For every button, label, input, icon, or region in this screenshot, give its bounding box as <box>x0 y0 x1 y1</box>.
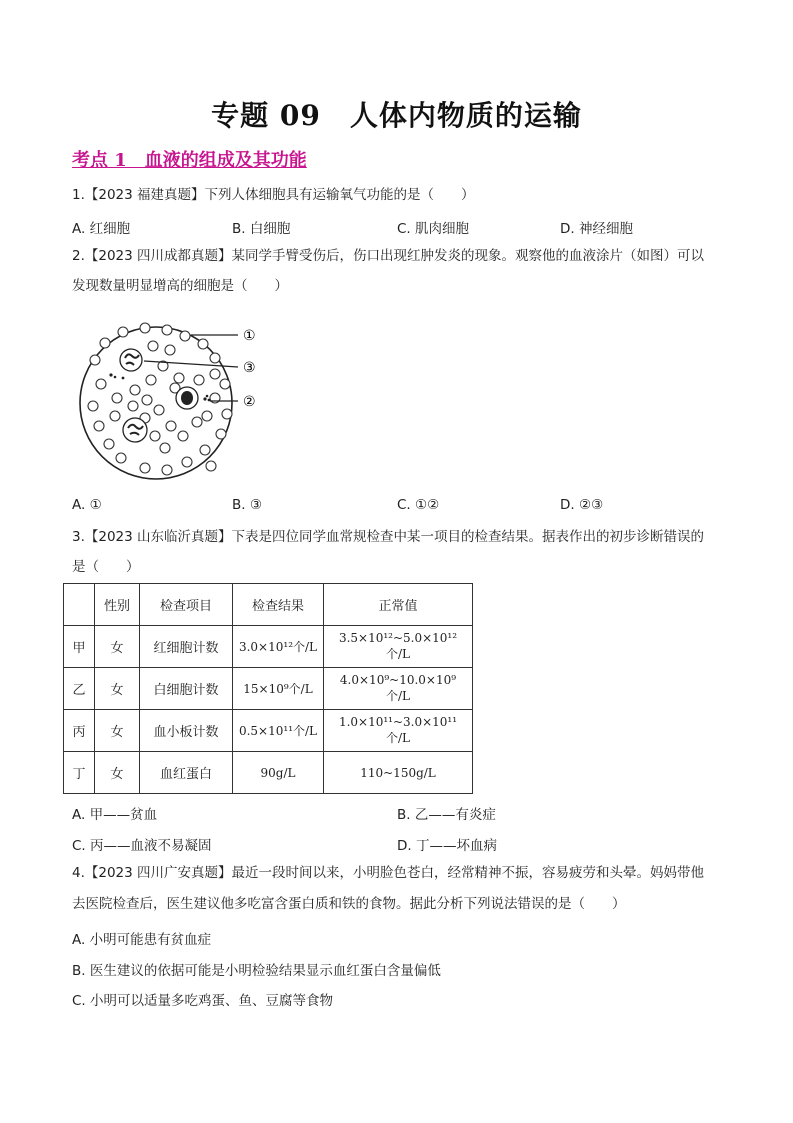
table-cell: 女 <box>95 626 140 668</box>
section-heading: 考点 1 血液的组成及其功能 <box>72 150 307 171</box>
question-4-line-1: 4.【2023 四川广安真题】最近一段时间以来，小明脸色苍白，经常精神不振，容易疲劳和头晕。妈妈带他 <box>72 865 705 881</box>
table-header-cell: 检查项目 <box>140 584 233 626</box>
red-blood-cell-icon <box>178 431 188 441</box>
red-blood-cell-icon <box>165 345 175 355</box>
table-cell: 血红蛋白 <box>140 752 233 794</box>
option-c: C. 小明可以适量多吃鸡蛋、鱼、豆腐等食物 <box>72 993 334 1009</box>
table-cell: 血小板计数 <box>140 710 233 752</box>
question-1-options <box>72 217 724 239</box>
table-cell: 110~150g/L <box>324 752 473 794</box>
table-cell: 女 <box>95 752 140 794</box>
question-1-text: 1.【2023 福建真题】下列人体细胞具有运输氧气功能的是（ ） <box>72 187 475 203</box>
figure-label-1: ① <box>243 328 256 344</box>
question-3-line-1: 3.【2023 山东临沂真题】下表是四位同学血常规检查中某一项目的检查结果。据表作出的初步诊断错误的 <box>72 529 705 545</box>
table-cell: 白细胞计数 <box>140 668 233 710</box>
table-header-cell: 检查结果 <box>233 584 324 626</box>
option-c: C. 肌肉细胞 <box>397 221 470 237</box>
option-c: C. 丙——血液不易凝固 <box>72 838 212 854</box>
table-cell: 1.0×10¹¹~3.0×10¹¹个/L <box>324 710 473 752</box>
red-blood-cell-icon <box>148 341 158 351</box>
red-blood-cell-icon <box>116 453 126 463</box>
table-cell: 4.0×10⁹~10.0×10⁹个/L <box>324 668 473 710</box>
red-blood-cell-icon <box>94 421 104 431</box>
option-d: D. 神经细胞 <box>560 221 633 237</box>
red-blood-cell-icon <box>140 463 150 473</box>
table-cell: 90g/L <box>233 752 324 794</box>
blood-smear-figure <box>75 318 275 488</box>
red-blood-cell-icon <box>112 393 122 403</box>
table-cell: 3.0×10¹²个/L <box>233 626 324 668</box>
option-d: D. ②③ <box>560 497 604 513</box>
option-a: A. 红细胞 <box>72 221 131 237</box>
table-cell: 甲 <box>64 626 95 668</box>
red-blood-cell-icon <box>206 461 216 471</box>
red-blood-cell-icon <box>142 395 152 405</box>
table-cell: 丁 <box>64 752 95 794</box>
table-cell: 15×10⁹个/L <box>233 668 324 710</box>
red-blood-cell-icon <box>88 401 98 411</box>
red-blood-cell-icon <box>96 379 106 389</box>
table-row <box>64 710 473 752</box>
blood-test-table <box>63 583 473 794</box>
red-blood-cell-icon <box>140 323 150 333</box>
question-4-line-2: 去医院检查后，医生建议他多吃富含蛋白质和铁的食物。据此分析下列说法错误的是（ ） <box>72 896 626 912</box>
white-blood-cell-icon <box>123 418 147 442</box>
option-b: B. 医生建议的依据可能是小明检验结果显示血红蛋白含量偏低 <box>72 963 441 979</box>
table-header-cell: 性别 <box>95 584 140 626</box>
table-header-cell: 正常值 <box>324 584 473 626</box>
red-blood-cell-icon <box>210 353 220 363</box>
red-blood-cell-icon <box>90 355 100 365</box>
table-cell: 0.5×10¹¹个/L <box>233 710 324 752</box>
red-blood-cell-icon <box>216 429 226 439</box>
table-cell: 丙 <box>64 710 95 752</box>
page-title: 专题 09 人体内物质的运输 <box>211 99 582 132</box>
red-blood-cell-icon <box>128 401 138 411</box>
red-blood-cell-icon <box>146 375 156 385</box>
red-blood-cell-icon <box>174 373 184 383</box>
white-blood-cell-icon <box>176 387 198 409</box>
red-blood-cell-icon <box>198 339 208 349</box>
table-cell: 乙 <box>64 668 95 710</box>
red-blood-cell-icon <box>104 439 114 449</box>
red-blood-cell-icon <box>130 385 140 395</box>
option-a: A. 甲——贫血 <box>72 807 158 823</box>
red-blood-cell-icon <box>110 411 120 421</box>
red-blood-cell-icon <box>222 409 232 419</box>
red-blood-cell-icon <box>182 457 192 467</box>
option-b: B. ③ <box>232 497 262 513</box>
red-blood-cell-icon <box>192 417 202 427</box>
table-row <box>64 626 473 668</box>
table-header-row <box>64 584 473 626</box>
option-b: B. 白细胞 <box>232 221 291 237</box>
question-2-options <box>72 497 724 519</box>
question-2-line-1: 2.【2023 四川成都真题】某同学手臂受伤后，伤口出现红肿发炎的现象。观察他的血液涂片（如图）可以 <box>72 248 705 264</box>
option-a: A. ① <box>72 497 102 513</box>
question-3-options-row-2 <box>72 834 724 856</box>
option-d: D. 丁——坏血病 <box>397 838 497 854</box>
red-blood-cell-icon <box>150 431 160 441</box>
table-cell: 红细胞计数 <box>140 626 233 668</box>
option-b: B. 乙——有炎症 <box>397 807 496 823</box>
white-blood-cell-icon <box>120 349 142 371</box>
question-3-options-row-1 <box>72 803 724 825</box>
red-blood-cell-icon <box>220 379 230 389</box>
option-c: C. ①② <box>397 497 440 513</box>
figure-label-2: ② <box>243 394 256 410</box>
table-cell: 3.5×10¹²~5.0×10¹²个/L <box>324 626 473 668</box>
red-blood-cell-icon <box>162 465 172 475</box>
red-blood-cell-icon <box>162 325 172 335</box>
red-blood-cell-icon <box>200 445 210 455</box>
table-cell: 女 <box>95 668 140 710</box>
option-a: A. 小明可能患有贫血症 <box>72 932 212 948</box>
question-3-line-2: 是（ ） <box>72 559 140 575</box>
red-blood-cell-icon <box>202 411 212 421</box>
red-blood-cell-icon <box>118 327 128 337</box>
red-blood-cell-icon <box>166 421 176 431</box>
red-blood-cell-icon <box>154 405 164 415</box>
red-blood-cell-icon <box>160 443 170 453</box>
table-header-cell <box>64 584 95 626</box>
red-blood-cell-icon <box>100 338 110 348</box>
table-cell: 女 <box>95 710 140 752</box>
figure-label-3: ③ <box>243 360 256 376</box>
red-blood-cell-icon <box>210 369 220 379</box>
red-blood-cell-icon <box>180 331 190 341</box>
table-row <box>64 668 473 710</box>
table-row <box>64 752 473 794</box>
question-2-line-2: 发现数量明显增高的细胞是（ ） <box>72 278 288 294</box>
red-blood-cell-icon <box>194 375 204 385</box>
